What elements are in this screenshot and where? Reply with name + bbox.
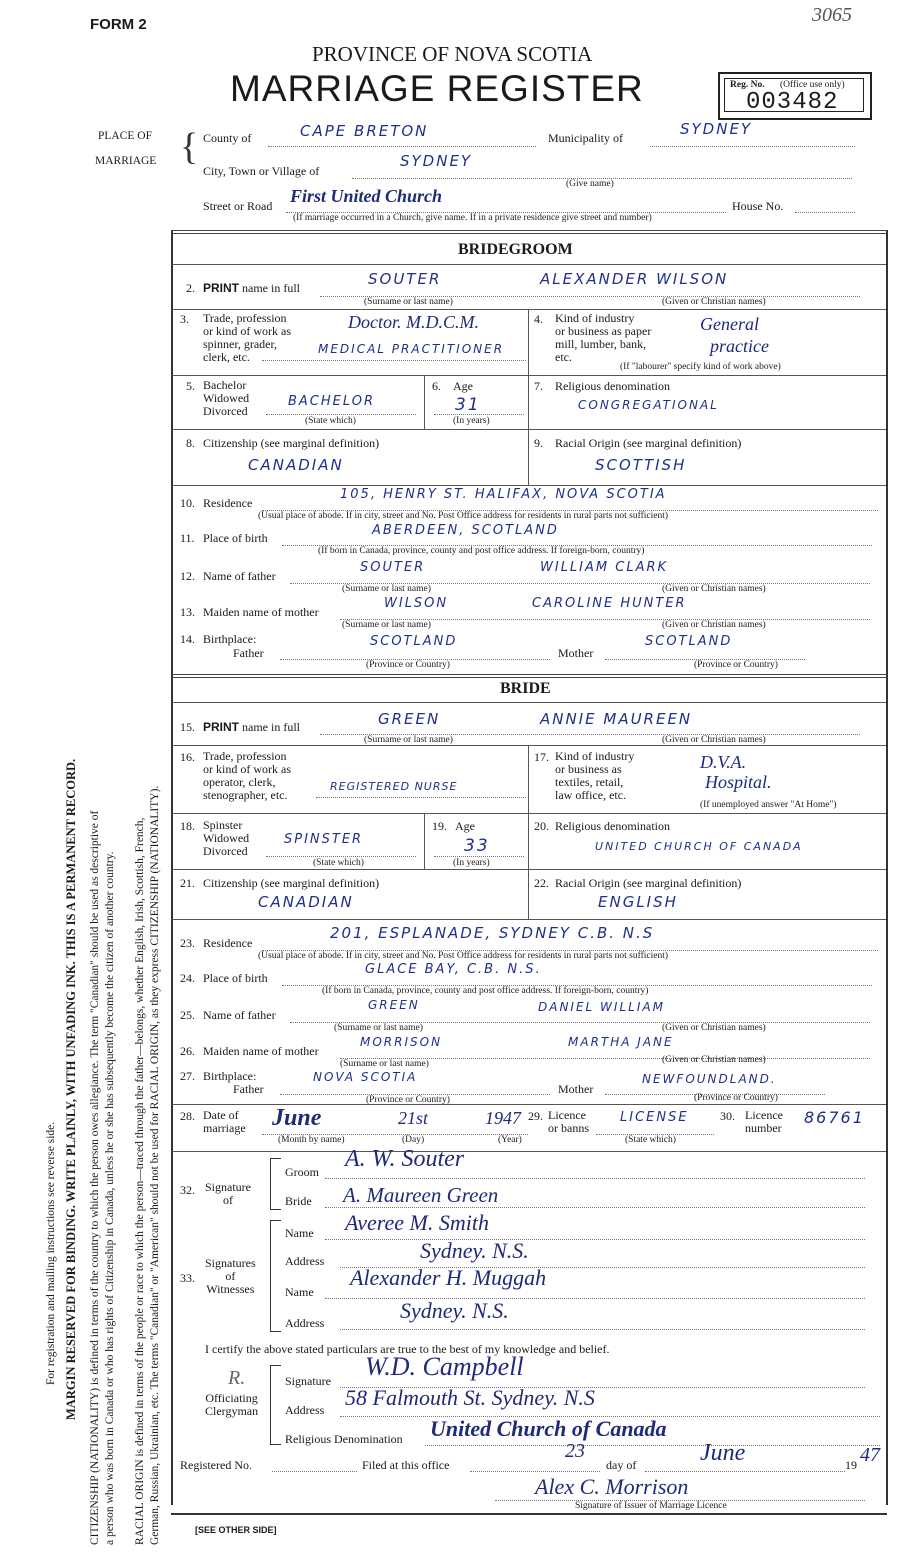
- signature-of-label: [205, 1181, 251, 1207]
- month-caption: (Month by name): [278, 1135, 345, 1145]
- print-label: PRINT: [203, 720, 239, 734]
- witnesses-label: [205, 1257, 256, 1296]
- issuer-signature: Alex C. Morrison: [535, 1474, 689, 1499]
- mother-label: Mother: [558, 1082, 594, 1096]
- label-line: of: [225, 1269, 236, 1283]
- labourer-note: (If "labourer" specify kind of work above): [620, 362, 781, 372]
- field-num: 33.: [180, 1271, 195, 1285]
- marriage-month: June: [272, 1105, 322, 1131]
- place-label-1: PLACE OF: [98, 130, 152, 142]
- groom-status-label: [203, 379, 249, 418]
- label-line: Licence: [745, 1108, 783, 1122]
- office-use-label: (Office use only): [780, 80, 845, 90]
- bride-mother-surname: MORRISON: [360, 1035, 443, 1049]
- residence-label: Residence: [203, 936, 253, 950]
- religion-label: Religious denomination: [555, 819, 670, 833]
- label-line: Kind of industry: [555, 749, 635, 763]
- origin-label: Racial Origin (see marginal definition): [555, 436, 742, 450]
- groom-industry-1: General: [700, 314, 759, 334]
- label-line: Date of: [203, 1108, 239, 1122]
- county-label: County of: [203, 131, 252, 145]
- year-prefix: 19: [845, 1458, 857, 1472]
- label-line: Licence: [548, 1108, 586, 1122]
- licence-type: LICENSE: [620, 1110, 689, 1125]
- print-label: PRINT: [203, 281, 239, 295]
- field-num: 24.: [180, 971, 195, 985]
- archive-stamp: 3065: [812, 4, 852, 26]
- bride-father-birthplace: NOVA SCOTIA: [313, 1070, 418, 1084]
- province-caption: (Province or Country): [694, 660, 778, 670]
- field-num: 28.: [180, 1109, 195, 1123]
- day-of-label: day of: [606, 1458, 637, 1472]
- province-caption: (Province or Country): [366, 1095, 450, 1105]
- birthplace-label: Place of birth: [203, 531, 268, 545]
- groom-label: Groom: [285, 1165, 319, 1179]
- bride-father-surname: GREEN: [368, 998, 420, 1012]
- bride-heading: BRIDE: [500, 680, 551, 697]
- label-line: marriage: [203, 1121, 246, 1135]
- side-citizenship-def: CITIZENSHIP (NATIONALITY) is defined in terms of the country to which the person owes allegiance. The term "Canadian" should be used as descriptive of: [89, 810, 101, 1545]
- citizenship-label: Citizenship (see marginal definition): [203, 436, 380, 450]
- street-value: First United Church: [290, 186, 443, 206]
- witness-2-name: Alexander H. Muggah: [350, 1265, 547, 1290]
- label-line: Divorced: [203, 404, 248, 418]
- bride-citizenship: CANADIAN: [258, 893, 354, 911]
- surname-caption: (Surname or last name): [340, 1059, 429, 1069]
- birthplace-label: Birthplace:: [203, 1069, 257, 1083]
- surname-caption: (Surname or last name): [364, 297, 453, 307]
- place-brace: {: [180, 126, 199, 168]
- see-other-side: [SEE OTHER SIDE]: [195, 1525, 277, 1535]
- filed-year: 47: [860, 1444, 880, 1466]
- father-label: Father: [233, 1082, 264, 1096]
- origin-label: Racial Origin (see marginal definition): [555, 876, 742, 890]
- groom-father-birthplace: SCOTLAND: [370, 634, 458, 649]
- clergy-address: 58 Falmouth St. Sydney. N.S: [345, 1385, 595, 1410]
- field-num: 16.: [180, 750, 195, 764]
- groom-birthplace: ABERDEEN, SCOTLAND: [372, 523, 559, 538]
- groom-religion: CONGREGATIONAL: [578, 398, 719, 412]
- bride-surname: GREEN: [378, 710, 441, 728]
- bride-status-label: [203, 819, 249, 858]
- mother-label: Mother: [558, 646, 594, 660]
- label-line: or kind of work as: [203, 324, 291, 338]
- in-years-caption: (In years): [453, 416, 490, 426]
- address-label: Address: [285, 1316, 325, 1330]
- document-title: MARRIAGE REGISTER: [230, 68, 644, 109]
- address-label: Address: [285, 1254, 325, 1268]
- bride-given: ANNIE MAUREEN: [540, 710, 693, 728]
- field-num: 14.: [180, 632, 195, 646]
- name-label: Name: [285, 1226, 314, 1240]
- groom-mother-surname: WILSON: [384, 596, 449, 611]
- side-racial-def: RACIAL ORIGIN is defined in terms of the people or race to which the person—traced through the father—belongs, whether English, Irish, Scottish, French,: [134, 817, 146, 1545]
- label-line: Spinster: [203, 818, 243, 832]
- groom-given: ALEXANDER WILSON: [540, 270, 729, 288]
- surname-caption: (Surname or last name): [342, 620, 431, 630]
- bride-trade-label: [203, 750, 291, 802]
- field-num: 10.: [180, 496, 195, 510]
- field-num: 21.: [180, 876, 195, 890]
- filed-month: June: [700, 1440, 746, 1466]
- place-label-2: MARRIAGE: [95, 155, 157, 167]
- groom-mother-birthplace: SCOTLAND: [645, 634, 733, 649]
- filed-label: Filed at this office: [362, 1458, 450, 1472]
- place-note: (If marriage occurred in a Church, give name. If in a private residence give street and number): [293, 213, 652, 223]
- municipality-label: Municipality of: [548, 131, 623, 145]
- bride-industry-1: D.V.A.: [700, 752, 747, 772]
- field-num: 18.: [180, 819, 195, 833]
- bride-signature: A. Maureen Green: [343, 1183, 499, 1207]
- marriage-year: 1947: [485, 1108, 521, 1128]
- in-years-caption: (In years): [453, 858, 490, 868]
- field-num: 19.: [432, 819, 447, 833]
- groom-residence: 105, HENRY ST. HALIFAX, NOVA SCOTIA: [340, 487, 667, 502]
- groom-name-label: name in full: [242, 281, 300, 295]
- field-num: 5.: [186, 379, 195, 393]
- label-line: Widowed: [203, 831, 250, 845]
- groom-industry-label: [555, 312, 651, 364]
- margin-mark: R.: [228, 1367, 246, 1389]
- surname-caption: (Surname or last name): [364, 735, 453, 745]
- filed-day: 23: [565, 1440, 585, 1462]
- surname-caption: (Surname or last name): [334, 1023, 423, 1033]
- street-label: Street or Road: [203, 199, 273, 213]
- given-caption: (Given or Christian names): [662, 735, 766, 745]
- label-line: operator, clerk,: [203, 775, 276, 789]
- denomination-label: Religious Denomination: [285, 1432, 403, 1446]
- bride-age: 33: [464, 836, 490, 856]
- state-which-caption: (State which): [313, 858, 364, 868]
- witness-1-address: Sydney. N.S.: [420, 1238, 529, 1263]
- state-which-caption: (State which): [305, 416, 356, 426]
- bride-origin: ENGLISH: [598, 893, 678, 911]
- groom-industry-2: practice: [710, 336, 769, 356]
- witness-2-address: Sydney. N.S.: [400, 1298, 509, 1323]
- religion-label: Religious denomination: [555, 379, 670, 393]
- province-title: PROVINCE OF NOVA SCOTIA: [312, 42, 593, 66]
- label-line: mill, lumber, bank,: [555, 337, 647, 351]
- year-caption: (Year): [498, 1135, 522, 1145]
- marriage-date-label: [203, 1109, 246, 1135]
- side-margin-notice: MARGIN RESERVED FOR BINDING. WRITE PLAINLY, WITH UNFADING INK. THIS IS A PERMANENT RECORD.: [64, 758, 78, 1420]
- label-line: or business as: [555, 762, 622, 776]
- signature-label: Signature: [285, 1374, 331, 1388]
- field-num: 26.: [180, 1044, 195, 1058]
- field-num: 8.: [186, 436, 195, 450]
- clergy-denomination: United Church of Canada: [430, 1416, 667, 1441]
- groom-citizenship: CANADIAN: [248, 456, 344, 474]
- city-value: SYDNEY: [400, 152, 473, 170]
- bride-father-given: DANIEL WILLIAM: [538, 1000, 665, 1014]
- state-which-caption: (State which): [625, 1135, 676, 1145]
- residence-label: Residence: [203, 496, 253, 510]
- groom-signature: A. W. Souter: [345, 1146, 465, 1172]
- certify-statement: I certify the above stated particulars are true to the best of my knowledge and belief.: [205, 1342, 610, 1356]
- age-label: Age: [453, 379, 473, 393]
- field-num: 23.: [180, 936, 195, 950]
- birthplace-label: Birthplace:: [203, 632, 257, 646]
- birthplace-label: Place of birth: [203, 971, 268, 985]
- groom-father-surname: SOUTER: [360, 560, 426, 575]
- label-line: Kind of industry: [555, 311, 635, 325]
- bride-residence: 201, ESPLANADE, SYDNEY C.B. N.S: [330, 924, 655, 942]
- reg-no-value: 003482: [746, 89, 839, 116]
- given-caption: (Given or Christian names): [662, 1023, 766, 1033]
- field-num: 11.: [180, 531, 195, 545]
- clergyman-label: [205, 1392, 258, 1418]
- groom-origin: SCOTTISH: [595, 456, 687, 474]
- city-label: City, Town or Village of: [203, 164, 320, 178]
- day-caption: (Day): [402, 1135, 425, 1145]
- label-line: Trade, profession: [203, 311, 287, 325]
- witness-1-name: Averee M. Smith: [345, 1210, 489, 1235]
- label-line: law office, etc.: [555, 788, 627, 802]
- birth-note: (If born in Canada, province, county and post office address. If foreign-born, country): [322, 986, 649, 996]
- bride-mother-birthplace: NEWFOUNDLAND.: [642, 1072, 777, 1086]
- given-caption: (Given or Christian names): [662, 584, 766, 594]
- municipality-value: SYDNEY: [680, 120, 753, 138]
- province-caption: (Province or Country): [366, 660, 450, 670]
- mother-label: Maiden name of mother: [203, 1044, 319, 1058]
- field-num: 12.: [180, 569, 195, 583]
- label-line: spinner, grader,: [203, 337, 278, 351]
- groom-mother-given: CAROLINE HUNTER: [532, 596, 687, 611]
- licence-number-label: [745, 1109, 783, 1135]
- side-citizenship-def-2: a person who was born in Canada or who has rights of Citizenship in Canada, unless he or she has subsequently become the citizen of another country.: [104, 851, 116, 1545]
- field-num: 30.: [720, 1109, 735, 1123]
- label-line: or banns: [548, 1121, 589, 1135]
- residence-note: (Usual place of abode. If in city, street and No. Post Office address for residents in rural parts not sufficient): [258, 511, 669, 521]
- bride-birthplace: GLACE BAY, C.B. N.S.: [365, 962, 542, 977]
- label-line: Signature: [205, 1180, 251, 1194]
- registered-no-label: Registered No.: [180, 1458, 252, 1472]
- label-line: Widowed: [203, 391, 250, 405]
- field-num: 25.: [180, 1008, 195, 1022]
- given-caption: (Given or Christian names): [662, 620, 766, 630]
- address-label: Address: [285, 1403, 325, 1417]
- field-num: 15.: [180, 720, 195, 734]
- label-line: clerk, etc.: [203, 350, 250, 364]
- bride-industry-label: [555, 750, 634, 802]
- licence-type-label: [548, 1109, 589, 1135]
- label-line: number: [745, 1121, 782, 1135]
- issuer-caption: Signature of Issuer of Marriage Licence: [575, 1501, 727, 1511]
- house-label: House No.: [732, 199, 784, 213]
- field-num: 29.: [528, 1109, 543, 1123]
- field-num: 20.: [534, 819, 549, 833]
- bride-religion: UNITED CHURCH OF CANADA: [595, 840, 803, 853]
- label-line: Signatures: [205, 1256, 256, 1270]
- father-label: Father: [233, 646, 264, 660]
- field-num: 2.: [186, 281, 195, 295]
- father-label: Name of father: [203, 569, 276, 583]
- label-line: Witnesses: [206, 1282, 255, 1296]
- name-label: Name: [285, 1285, 314, 1299]
- give-name-caption: (Give name): [566, 179, 614, 189]
- field-num: 13.: [180, 605, 195, 619]
- age-label: Age: [455, 819, 475, 833]
- label-line: of: [223, 1193, 233, 1207]
- side-instructions: For registration and mailing instructions see reverse side.: [45, 1121, 57, 1385]
- field-num: 6.: [432, 379, 441, 393]
- field-num: 3.: [180, 312, 189, 326]
- county-value: CAPE BRETON: [300, 122, 429, 140]
- bride-industry-2: Hospital.: [705, 772, 772, 792]
- given-caption: (Given or Christian names): [662, 1055, 766, 1065]
- reg-no-box: [718, 72, 872, 120]
- given-caption: (Given or Christian names): [662, 297, 766, 307]
- bride-status: SPINSTER: [284, 832, 364, 847]
- groom-trade-label: [203, 312, 291, 364]
- field-num: 4.: [534, 312, 543, 326]
- groom-surname: SOUTER: [368, 270, 442, 288]
- bridegroom-heading: BRIDEGROOM: [458, 241, 573, 258]
- mother-label: Maiden name of mother: [203, 605, 319, 619]
- bride-name-label: name in full: [242, 720, 300, 734]
- unemployed-note: (If unemployed answer "At Home"): [700, 800, 837, 810]
- form-number: FORM 2: [90, 16, 147, 33]
- bride-trade: REGISTERED NURSE: [330, 780, 458, 793]
- birth-note: (If born in Canada, province, county and post office address. If foreign-born, country): [318, 546, 645, 556]
- bride-mother-given: MARTHA JANE: [568, 1035, 674, 1049]
- field-num: 9.: [534, 436, 543, 450]
- groom-trade-2: MEDICAL PRACTITIONER: [318, 342, 505, 356]
- label-line: Trade, profession: [203, 749, 287, 763]
- marriage-day: 21st: [398, 1108, 429, 1128]
- label-line: Officiating: [205, 1391, 258, 1405]
- residence-note: (Usual place of abode. If in city, street and No. Post Office address for residents in rural parts not sufficient): [258, 951, 669, 961]
- field-num: 17.: [534, 750, 549, 764]
- groom-trade-1: Doctor. M.D.C.M.: [348, 312, 479, 332]
- province-caption: (Province or Country): [694, 1093, 778, 1103]
- label-line: etc.: [555, 350, 572, 364]
- field-num: 7.: [534, 379, 543, 393]
- surname-caption: (Surname or last name): [342, 584, 431, 594]
- label-line: or kind of work as: [203, 762, 291, 776]
- groom-age: 31: [455, 395, 481, 415]
- side-racial-def-2: German, Russian, Ukrainian, etc. The terms "Canadian" or "American" should not be used for RACIAL ORIGIN, as they express CITIZENSHIP (NATIONALITY).: [149, 785, 161, 1545]
- reg-no-label: Reg. No.: [730, 80, 765, 90]
- groom-father-given: WILLIAM CLARK: [540, 560, 669, 575]
- field-num: 22.: [534, 876, 549, 890]
- father-label: Name of father: [203, 1008, 276, 1022]
- citizenship-label: Citizenship (see marginal definition): [203, 876, 380, 890]
- clergy-signature: W.D. Campbell: [365, 1352, 524, 1381]
- label-line: textiles, retail,: [555, 775, 624, 789]
- bride-label: Bride: [285, 1194, 312, 1208]
- label-line: Clergyman: [205, 1404, 259, 1418]
- label-line: Bachelor: [203, 378, 247, 392]
- field-num: 32.: [180, 1183, 195, 1197]
- field-num: 27.: [180, 1069, 195, 1083]
- label-line: Divorced: [203, 844, 248, 858]
- label-line: or business as paper: [555, 324, 652, 338]
- groom-status: BACHELOR: [288, 394, 375, 409]
- licence-number: 86761: [804, 1108, 865, 1127]
- label-line: stenographer, etc.: [203, 788, 288, 802]
